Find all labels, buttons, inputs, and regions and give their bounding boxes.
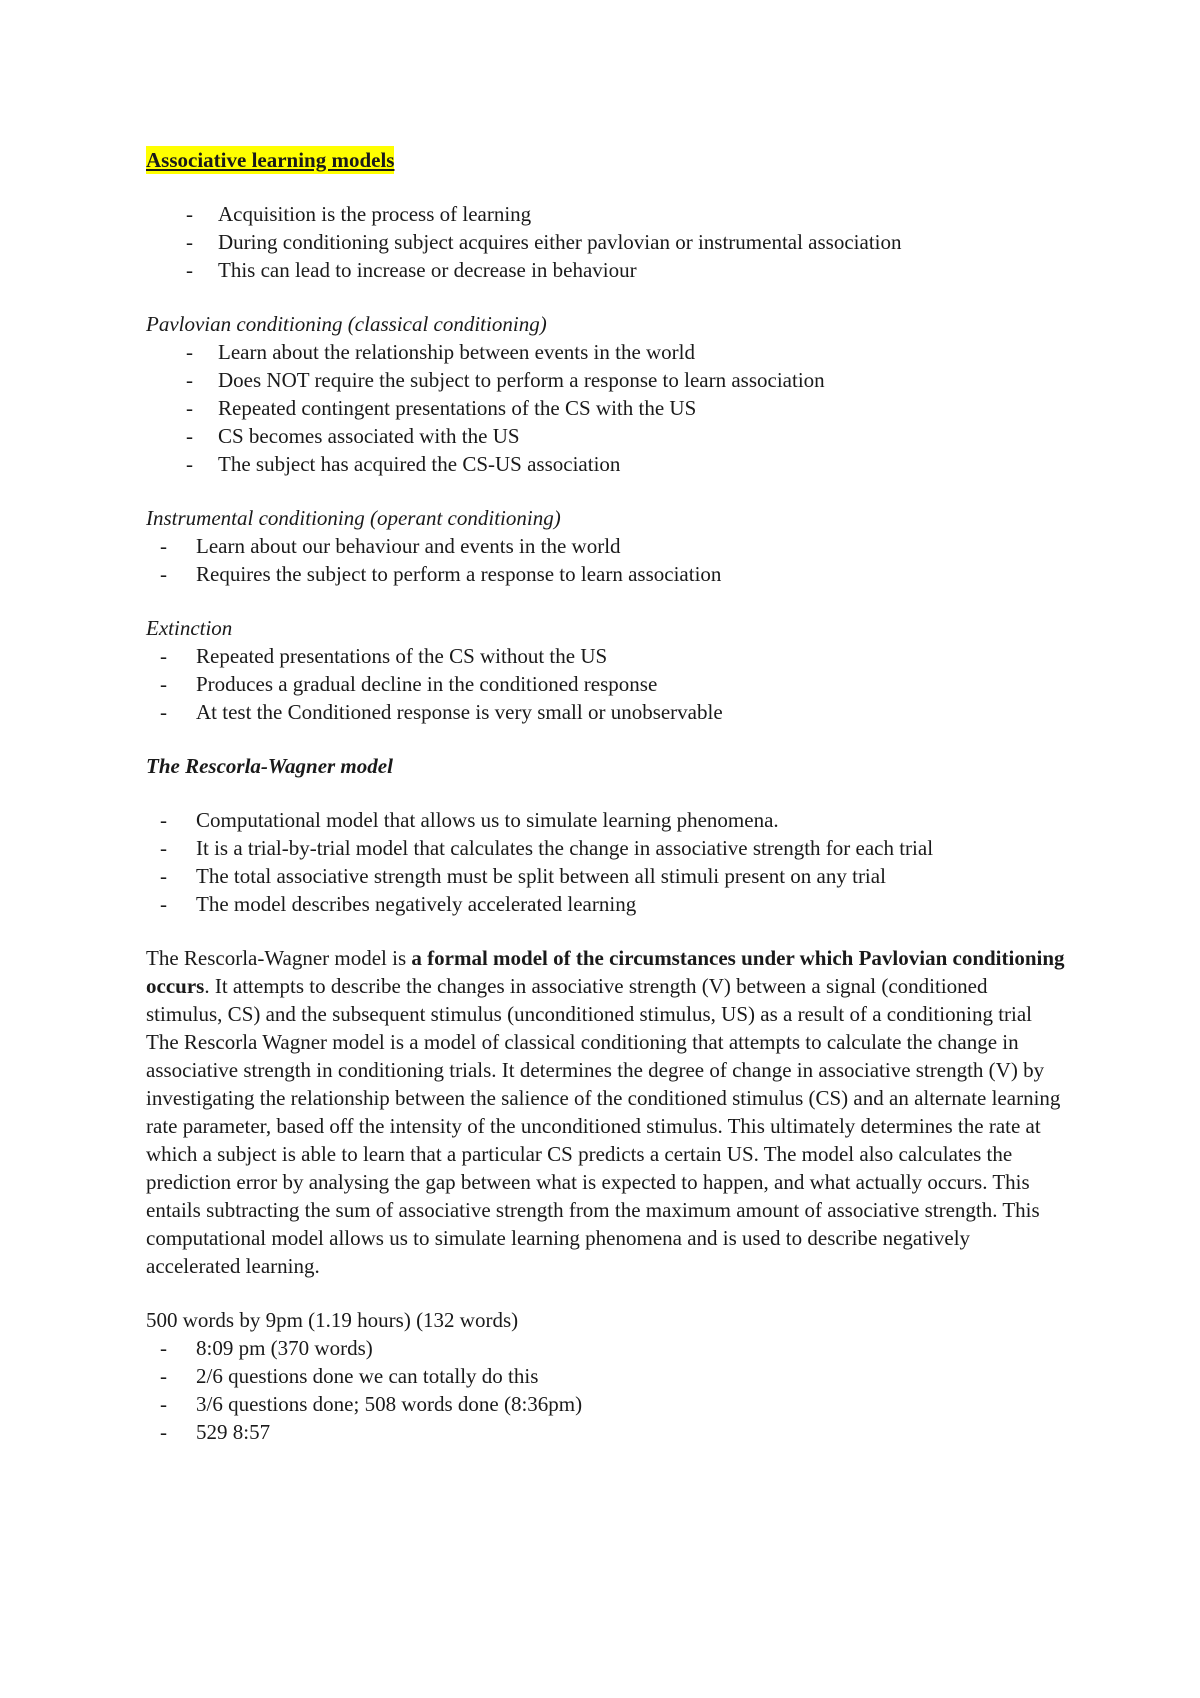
- rw-model-heading: The Rescorla-Wagner model: [146, 754, 393, 778]
- list-item: - 8:09 pm (370 words): [146, 1334, 1066, 1362]
- rw-paragraph-1: [146, 944, 1066, 1028]
- list-item: - At test the Conditioned response is very small or unobservable: [146, 698, 1066, 726]
- list-item: - 2/6 questions done we can totally do this: [146, 1362, 1066, 1390]
- list-item: - During conditioning subject acquires either pavlovian or instrumental association: [146, 228, 1066, 256]
- instrumental-list: [146, 532, 1066, 588]
- list-item: - Repeated contingent presentations of the CS with the US: [146, 394, 1066, 422]
- list-item: - The total associative strength must be split between all stimuli present on any trial: [146, 862, 1066, 890]
- extinction-heading: Extinction: [146, 616, 233, 640]
- document-content: [146, 146, 1066, 1446]
- progress-heading: 500 words by 9pm (1.19 hours) (132 words): [146, 1308, 519, 1332]
- list-item: - This can lead to increase or decrease in behaviour: [146, 256, 1066, 284]
- rw-paragraph-1-bold: a formal model of the circumstances under which Pavlovian conditioning occurs: [146, 946, 1065, 998]
- list-item: - CS becomes associated with the US: [146, 422, 1066, 450]
- list-item: - 529 8:57: [146, 1418, 1066, 1446]
- list-item: - 3/6 questions done; 508 words done (8:36pm): [146, 1390, 1066, 1418]
- pavlovian-heading: Pavlovian conditioning (classical conditioning): [146, 312, 547, 336]
- rw-paragraph-1-start: The Rescorla-Wagner model is: [146, 946, 412, 970]
- rw-paragraph-1-end: . It attempts to describe the changes in associative strength (V) between a signal (conditioned stimulus, CS) and the subsequent stimulus (unconditioned stimulus, US) as a result of a conditioning trial: [146, 974, 1033, 1026]
- list-item: - The subject has acquired the CS-US association: [146, 450, 1066, 478]
- intro-list: [146, 200, 1066, 284]
- progress-list: [146, 1334, 1066, 1446]
- list-item: - Learn about the relationship between events in the world: [146, 338, 1066, 366]
- instrumental-heading: Instrumental conditioning (operant conditioning): [146, 506, 561, 530]
- list-item: - It is a trial-by-trial model that calculates the change in associative strength for each trial: [146, 834, 1066, 862]
- list-item: - The model describes negatively accelerated learning: [146, 890, 1066, 918]
- pavlovian-list: [146, 338, 1066, 478]
- list-item: - Acquisition is the process of learning: [146, 200, 1066, 228]
- rw-paragraph-2: The Rescorla Wagner model is a model of classical conditioning that attempts to calculate the change in associative strength in conditioning trials. It determines the degree of change in associative strength (V) by investigating the relationship between the salience of the conditioned stimulus (CS) and an alternate learning rate parameter, based off the intensity of the unconditioned stimulus. This ultimately determines the rate at which a subject is able to learn that a particular CS predicts a certain US. The model also calculates the prediction error by analysing the gap between what is expected to happen, and what actually occurs. This entails subtracting the sum of associative strength from the maximum amount of associative strength. This computational model allows us to simulate learning phenomena and is used to describe negatively accelerated learning.: [146, 1030, 1061, 1278]
- list-item: - Produces a gradual decline in the conditioned response: [146, 670, 1066, 698]
- list-item: - Learn about our behaviour and events in the world: [146, 532, 1066, 560]
- extinction-list: [146, 642, 1066, 726]
- list-item: - Repeated presentations of the CS without the US: [146, 642, 1066, 670]
- rw-model-list: [146, 806, 1066, 918]
- list-item: - Requires the subject to perform a response to learn association: [146, 560, 1066, 588]
- list-item: - Computational model that allows us to simulate learning phenomena.: [146, 806, 1066, 834]
- list-item: - Does NOT require the subject to perform a response to learn association: [146, 366, 1066, 394]
- page-title: Associative learning models: [146, 148, 395, 172]
